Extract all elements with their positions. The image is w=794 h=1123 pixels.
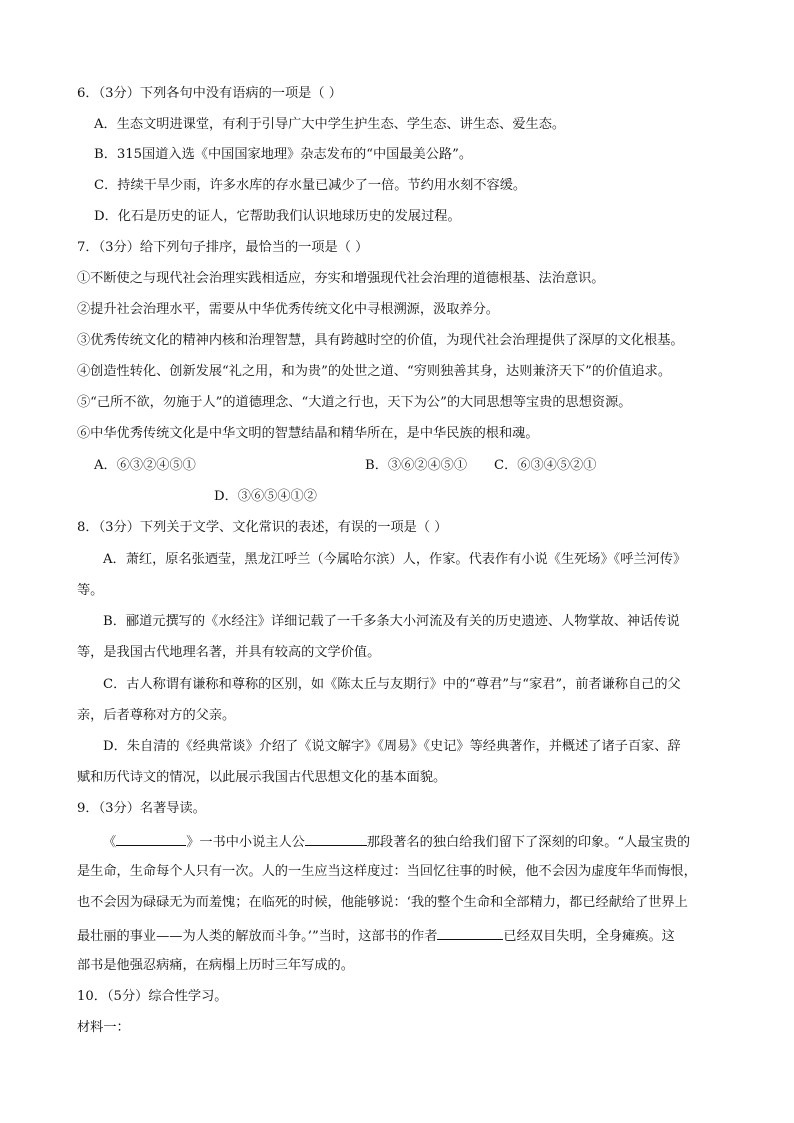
- question-6-option-b: B．315国道入选《中国国家地理》杂志发布的“中国最美公路”。: [94, 147, 473, 162]
- question-9-paragraph-line-4: [77, 925, 737, 947]
- question-10-stem: 10．（5分）综合性学习。: [77, 989, 228, 1004]
- question-8-option-a-line-2: 等。: [77, 583, 104, 598]
- question-7-option-d: D．③⑥⑤④①②: [214, 489, 317, 504]
- question-9-paragraph-line-3: 也不会因为碌碌无为而羞愧；在临死的时候，他能够说：‘我的整个生命和全部精力，都已经献给了世界上: [77, 895, 688, 910]
- question-7-sentence-5: ⑤“己所不欲，勿施于人”的道德理念、“大道之行也，天下为公”的大同思想等宝贵的思想资源。: [77, 395, 632, 410]
- author-blank[interactable]: [437, 925, 503, 940]
- question-8-option-b-line-2: 等，是我国古代地理名著，并具有较高的文学价值。: [77, 645, 381, 660]
- question-6-option-d: D．化石是历史的证人，它帮助我们认识地球历史的发展过程。: [94, 209, 461, 224]
- question-7-option-b: B．③⑥②④⑤①: [365, 458, 468, 473]
- question-9-paragraph-line-1: [103, 831, 743, 853]
- question-8-stem: 8．（3分）下列关于文学、文化常识的表述，有误的一项是（ ）: [77, 520, 448, 535]
- question-7-sentence-4: ④创造性转化、创新发展“礼之用，和为贵”的处世之道、“穷则独善其身，达则兼济天下”的价值追求。: [77, 364, 672, 379]
- question-6-option-c: C．持续干旱少雨，许多水库的存水量已减少了一倍。节约用水刻不容缓。: [94, 178, 527, 193]
- question-8-option-c-line-1: C．古人称谓有谦称和尊称的区别，如《陈太丘与友期行》中的“尊君”与“家君”，前者谦称自己的父: [103, 677, 681, 692]
- question-6-option-a: A．生态文明进课堂，有利于引导广大中学生护生态、学生态、讲生态、爱生态。: [94, 117, 566, 132]
- question-7-sentence-3: ③优秀传统文化的精神内核和治理智慧，具有跨越时空的价值，为现代社会治理提供了深厚的文化根基。: [77, 333, 684, 348]
- paragraph-line-4-post: 已经双目失明，全身瘫痪。这: [503, 929, 675, 944]
- question-7-sentence-2: ②提升社会治理水平，需要从中华优秀传统文化中寻根溯源，汲取养分。: [77, 302, 499, 317]
- question-8-option-a-line-1: A．萧红，原名张迺莹，黑龙江呼兰（今属哈尔滨）人，作家。代表作有小说《生死场》《呼兰河传》: [103, 552, 687, 567]
- question-8-option-b-line-1: B．郦道元撰写的《水经注》详细记载了一千多条大小河流及有关的历史遗迹、人物掌故、神话传说: [103, 614, 680, 629]
- question-8-option-c-line-2: 亲，后者尊称对方的父亲。: [77, 708, 236, 723]
- question-9-paragraph-line-2: 是生命，生命每个人只有一次。人的一生应当这样度过：当回忆往事的时候，他不会因为虚度年华而悔恨，: [77, 864, 697, 879]
- question-7-sentence-6: ⑥中华优秀传统文化是中华文明的智慧结晶和精华所在，是中华民族的根和魂。: [77, 426, 539, 441]
- book-title-open: 《: [103, 835, 117, 850]
- question-9-stem: 9．（3分）名著导读。: [77, 801, 206, 816]
- question-6-stem: 6．（3分）下列各句中没有语病的一项是（ ）: [77, 86, 342, 101]
- question-8-option-d-line-1: D．朱自清的《经典常谈》介绍了《说文解字》《周易》《史记》等经典著作，并概述了诸子百家、辞: [103, 739, 681, 754]
- protagonist-blank[interactable]: [305, 831, 367, 846]
- question-7-sentence-1: ①不断使之与现代社会治理实践相适应，夯实和增强现代社会治理的道德根基、法治意识。: [77, 271, 605, 286]
- question-7-stem: 7．（3分）给下列句子排序，最恰当的一项是（ ）: [77, 240, 369, 255]
- question-7-option-a: A．⑥③②④⑤①: [94, 458, 196, 473]
- paragraph-line-1-rest: 那段著名的独白给我们留下了深刻的印象。“人最宝贵的: [366, 835, 691, 850]
- question-10-material-label: 材料一：: [77, 1020, 130, 1035]
- book-title-close-text: 》一书中小说主人公: [186, 835, 305, 850]
- question-8-option-d-line-2: 赋和历代诗文的情况，以此展示我国古代思想文化的基本面貌。: [77, 770, 447, 785]
- book-title-blank[interactable]: [116, 831, 186, 846]
- question-7-option-c: C．⑥③④⑤②①: [494, 458, 597, 473]
- question-9-paragraph-line-5: 部书是他强忍病痛，在病榻上历时三年写成的。: [77, 958, 354, 973]
- paragraph-line-4-pre: 最壮丽的事业——为人类的解放而斗争。’”当时，这部书的作者: [77, 929, 438, 944]
